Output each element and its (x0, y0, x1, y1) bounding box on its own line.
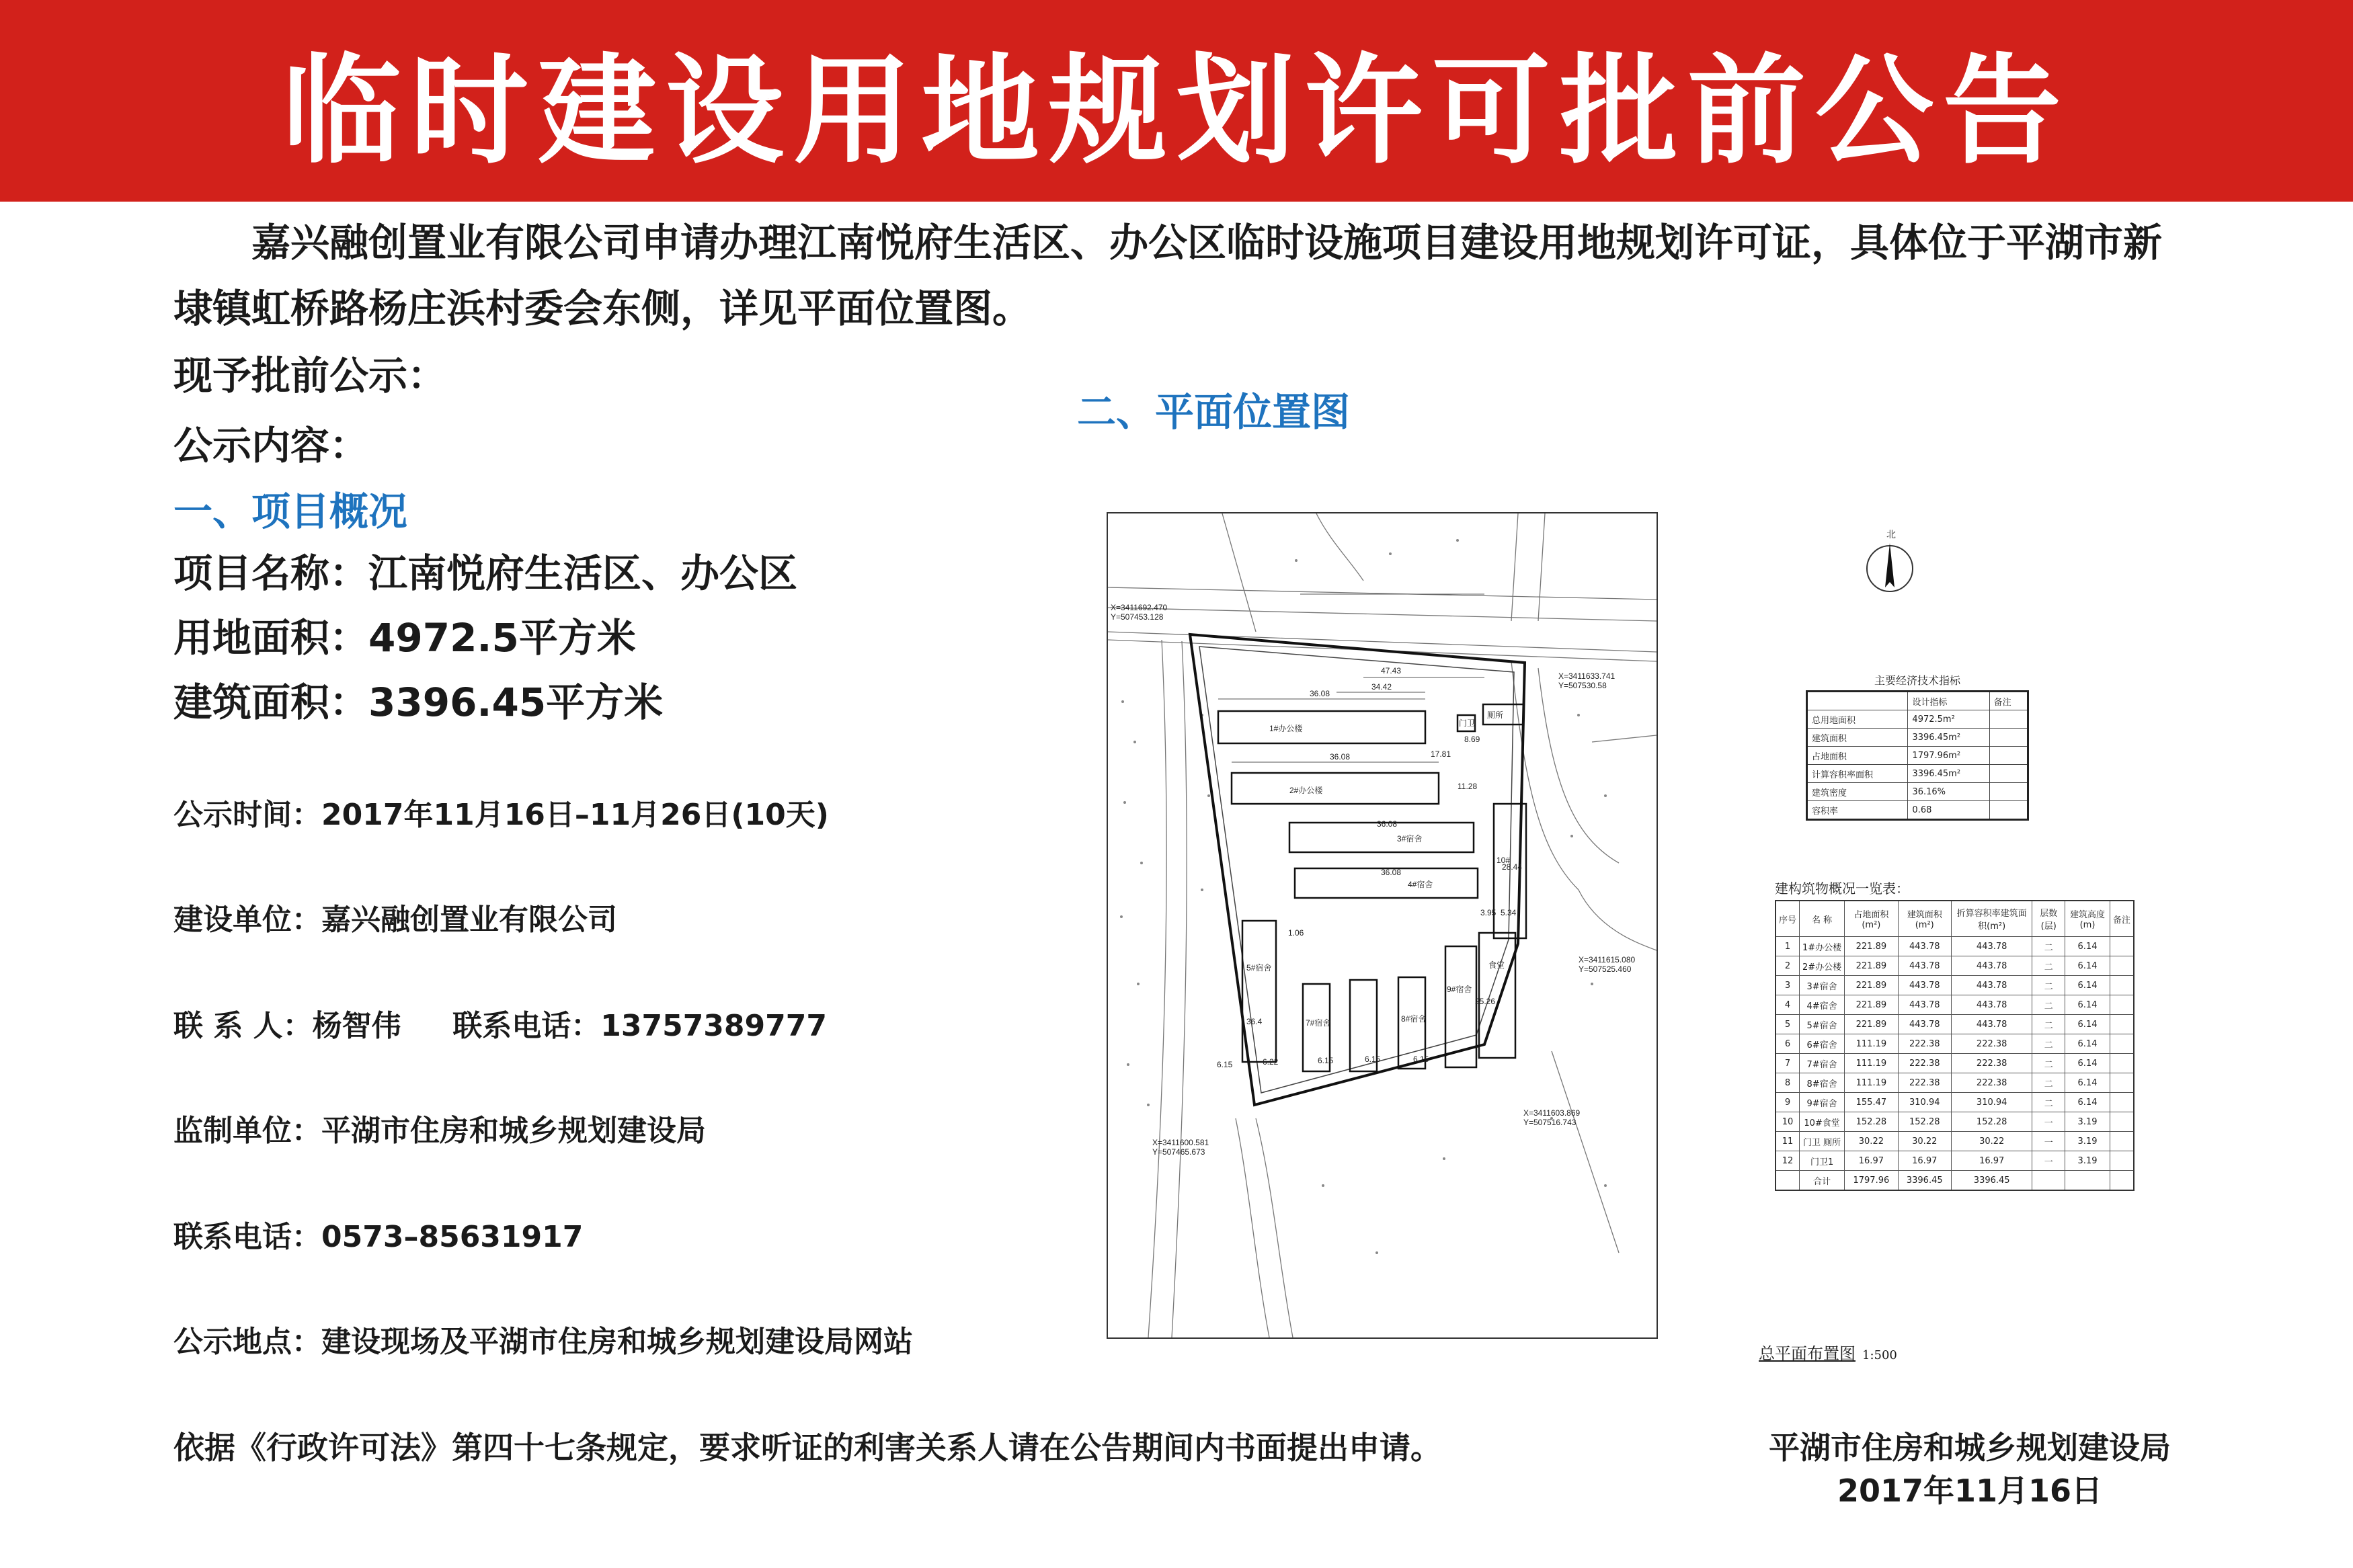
svg-text:5#宿舍: 5#宿舍 (1246, 963, 1272, 973)
table-row: 容积率 0.68 (1807, 801, 2028, 820)
table-row: 10 10#食堂 152.28 152.28 152.28 一 3.19 (1776, 1112, 2134, 1132)
table-row: 1 1#办公楼 221.89 443.78 443.78 二 6.14 (1776, 937, 2134, 956)
title-banner (0, 0, 2353, 202)
indicators-title: 主要经济技术指标 (1874, 674, 1960, 687)
table-row: 计算容积率面积 3396.45m² (1807, 765, 2028, 783)
svg-text:25.26: 25.26 (1475, 997, 1496, 1006)
supervisor-phone: 联系电话：0573–85631917 (173, 1220, 584, 1254)
table-row: 总用地面积 4972.5m² (1807, 710, 2028, 729)
svg-text:X=3411615.080: X=3411615.080 (1579, 955, 1636, 964)
svg-text:X=3411600.581: X=3411600.581 (1152, 1138, 1209, 1147)
table-row: 2 2#办公楼 221.89 443.78 443.78 二 6.14 (1776, 956, 2134, 976)
svg-text:北: 北 (1886, 529, 1896, 540)
site-boundary (1190, 634, 1525, 1105)
svg-text:6.15: 6.15 (1365, 1055, 1381, 1064)
section1-title: 一、项目概况 (173, 489, 408, 534)
pre-notice-label: 现予批前公示： (173, 353, 447, 399)
table-row: 8 8#宿舍 111.19 222.38 222.38 二 6.14 (1776, 1073, 2134, 1093)
table-row: 建筑面积 3396.45m² (1807, 729, 2028, 747)
table-row: 4 4#宿舍 221.89 443.78 443.78 二 6.14 (1776, 995, 2134, 1015)
svg-text:47.43: 47.43 (1381, 666, 1402, 675)
table-row: 3 3#宿舍 221.89 443.78 443.78 二 6.14 (1776, 976, 2134, 995)
table-total-row: 合计 1797.96 3396.45 3396.45 (1776, 1171, 2134, 1191)
hearing-notice: 依据《行政许可法》第四十七条规定，要求听证的利害关系人请在公告期间内书面提出申请。 (173, 1430, 1441, 1466)
svg-text:36.08: 36.08 (1330, 752, 1351, 761)
site-plan-map (1107, 512, 1658, 1339)
svg-text:6.15: 6.15 (1217, 1060, 1233, 1069)
signature-org: 平湖市住房和城乡规划建设局 (1769, 1430, 2171, 1466)
svg-text:X=3411603.869: X=3411603.869 (1523, 1108, 1581, 1118)
supervisor-unit: 监制单位：平湖市住房和城乡规划建设局 (173, 1114, 706, 1148)
intro-paragraph: 嘉兴融创置业有限公司申请办理江南悦府生活区、办公区临时设施项目建设用地规划许可证，具体位于平湖市新埭镇虹桥路杨庄浜村委会东侧，详见平面位置图。 (173, 220, 2163, 331)
north-arrow-icon (1860, 528, 1920, 602)
project-name: 项目名称：江南悦府生活区、办公区 (173, 550, 798, 596)
svg-text:5.34: 5.34 (1501, 908, 1517, 917)
signature-date: 2017年11月16日 (1837, 1473, 2103, 1509)
project-building-area: 建筑面积：3396.45平方米 (173, 679, 664, 725)
drawing-caption (1759, 1340, 1897, 1364)
table-header-row: 设计指标 备注 (1807, 692, 2028, 710)
contact-person: 联 系 人：杨智伟 联系电话：13757389777 (173, 1009, 827, 1043)
svg-text:34.42: 34.42 (1371, 682, 1392, 692)
svg-text:Y=507525.460: Y=507525.460 (1579, 964, 1632, 974)
buildings-table (1775, 878, 2135, 1191)
section2-title: 二、平面位置图 (1077, 389, 1351, 435)
svg-text:8#宿舍: 8#宿舍 (1401, 1014, 1427, 1024)
svg-text:8.69: 8.69 (1464, 735, 1480, 744)
indicators-table (1806, 672, 2029, 821)
svg-text:3#宿舍: 3#宿舍 (1397, 834, 1423, 843)
svg-text:28.44: 28.44 (1502, 862, 1523, 872)
svg-text:1.06: 1.06 (1288, 928, 1304, 938)
svg-text:10#: 10# (1497, 856, 1511, 865)
table-header-row: 序号 名 称 占地面积(m²) 建筑面积(m²) 折算容积率建筑面积(m²) 层数(层) 建筑高度(m) 备注 (1776, 901, 2134, 937)
svg-text:36.08: 36.08 (1377, 819, 1398, 829)
svg-text:36.4: 36.4 (1246, 1017, 1263, 1026)
table-row: 7 7#宿舍 111.19 222.38 222.38 二 6.14 (1776, 1054, 2134, 1073)
buildings-title: 建构筑物概况一览表： (1775, 880, 1909, 897)
svg-text:36.08: 36.08 (1381, 868, 1402, 877)
svg-text:36.08: 36.08 (1310, 689, 1330, 698)
drawing-scale: 1:500 (1862, 1348, 1897, 1362)
svg-text:4#宿舍: 4#宿舍 (1408, 880, 1433, 889)
svg-text:厕所: 厕所 (1487, 710, 1504, 720)
svg-text:9#宿舍: 9#宿舍 (1447, 985, 1472, 994)
svg-text:7#宿舍: 7#宿舍 (1306, 1018, 1331, 1028)
drawing-caption-title: 总平面布置图 (1759, 1344, 1856, 1363)
svg-text:Y=507465.673: Y=507465.673 (1152, 1147, 1205, 1157)
svg-text:Y=507453.128: Y=507453.128 (1111, 612, 1164, 622)
svg-text:1#办公楼: 1#办公楼 (1269, 724, 1303, 733)
svg-text:3.95: 3.95 (1480, 908, 1497, 917)
notice-period: 公示时间：2017年11月16日–11月26日(10天) (173, 798, 829, 832)
svg-text:11.28: 11.28 (1458, 782, 1478, 791)
svg-text:Y=507530.58: Y=507530.58 (1558, 681, 1607, 690)
svg-text:X=3411692.470: X=3411692.470 (1111, 603, 1168, 612)
svg-text:6.22: 6.22 (1263, 1057, 1279, 1067)
svg-text:Y=507516.743: Y=507516.743 (1523, 1118, 1577, 1127)
notice-title: 临时建设用地规划许可批前公告 (282, 42, 2071, 180)
table-row: 11 门卫 厕所 30.22 30.22 30.22 一 3.19 (1776, 1132, 2134, 1151)
project-land-area: 用地面积：4972.5平方米 (173, 615, 636, 661)
svg-text:6.15: 6.15 (1318, 1056, 1334, 1065)
svg-text:食堂: 食堂 (1488, 960, 1505, 970)
svg-text:17.81: 17.81 (1431, 749, 1451, 759)
svg-text:2#办公楼: 2#办公楼 (1289, 786, 1323, 795)
table-row: 9 9#宿舍 155.47 310.94 310.94 二 6.14 (1776, 1093, 2134, 1112)
table-row: 6 6#宿舍 111.19 222.38 222.38 二 6.14 (1776, 1034, 2134, 1054)
svg-text:X=3411633.741: X=3411633.741 (1558, 671, 1616, 681)
map-buildings (1218, 704, 1526, 1071)
table-row: 建筑密度 36.16% (1807, 783, 2028, 801)
notice-location: 公示地点：建设现场及平湖市住房和城乡规划建设局网站 (173, 1325, 913, 1359)
svg-text:门卫: 门卫 (1459, 718, 1476, 728)
table-row: 5 5#宿舍 221.89 443.78 443.78 二 6.14 (1776, 1015, 2134, 1034)
table-row: 占地面积 1797.96m² (1807, 747, 2028, 765)
content-label: 公示内容： (173, 423, 369, 468)
builder-unit: 建设单位：嘉兴融创置业有限公司 (173, 903, 617, 937)
signature-block (1756, 1426, 2184, 1512)
map-dimension-lines (1218, 594, 1484, 762)
svg-text:6.15: 6.15 (1413, 1055, 1429, 1064)
table-row: 12 门卫1 16.97 16.97 16.97 一 3.19 (1776, 1151, 2134, 1171)
